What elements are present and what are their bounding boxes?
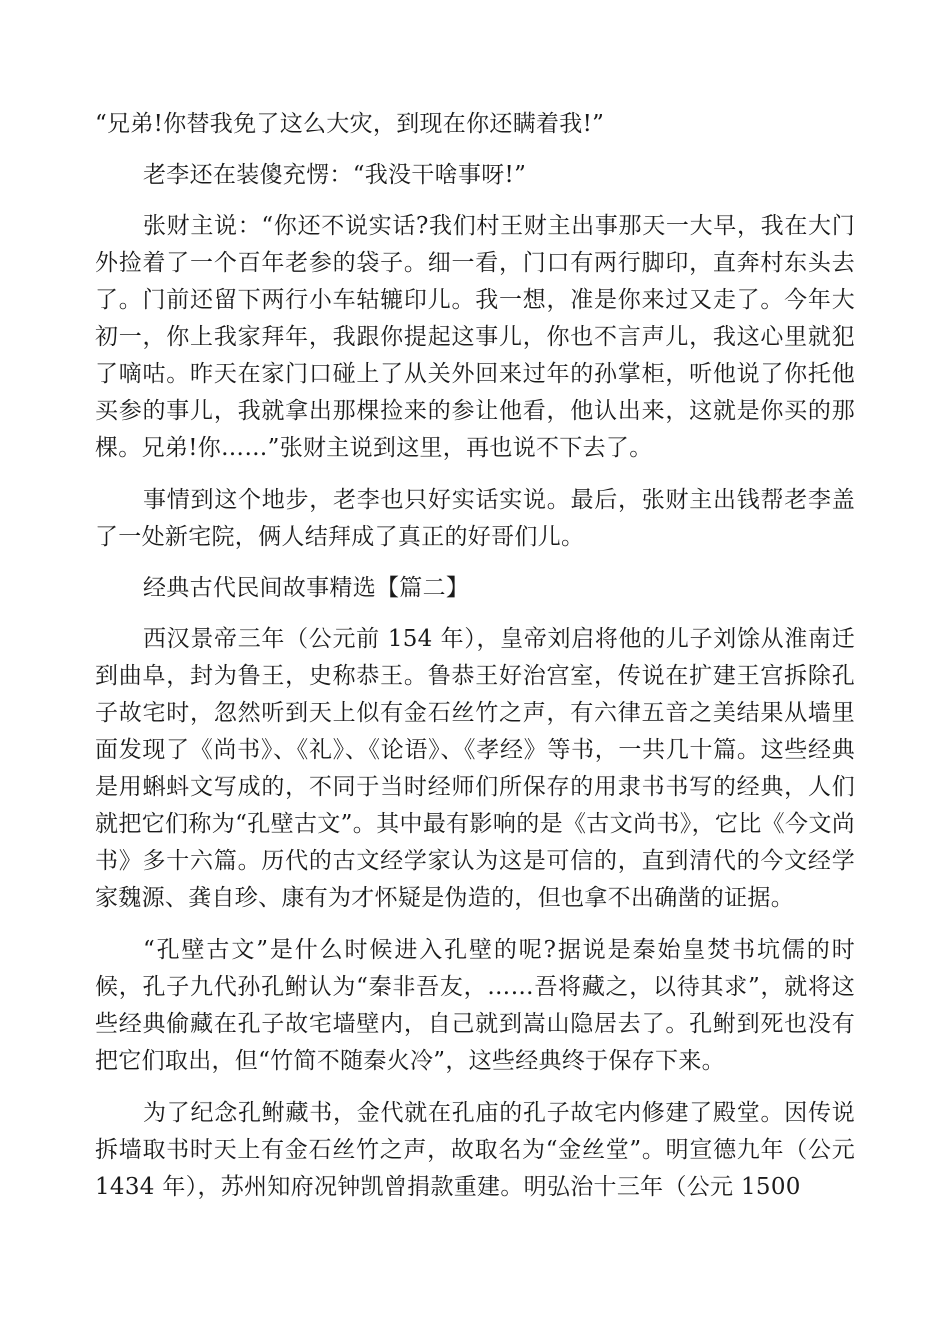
paragraph-ending: 事情到这个地步，老李也只好实话实说。最后，张财主出钱帮老李盖了一处新宅院，俩人结拜成了真正的好哥们儿。: [95, 487, 855, 550]
document-page: [95, 106, 855, 1206]
paragraph-western-han: 西汉景帝三年（公元前 154 年），皇帝刘启将他的儿子刘馀从淮南迁到曲阜，封为鲁王，史称恭王。鲁恭王好治宫室，传说在扩建王宫拆除孔子故宅时，忽然听到天上似有金石丝竹之声，有六律五音之美结果从墙里面发现了《尚书》、《礼》、《论语》、《孝经》等书，一共几十篇。这些经典是用蝌蚪文写成的，不同于当时经师们所保存的用隶书书写的经典，人们就把它们称为“孔壁古文”。其中最有影响的是《古文尚书》，它比《今文尚书》多十六篇。历代的古文经学家认为这是可信的，直到清代的今文经学家魏源、龚自珍、康有为才怀疑是伪造的，但也拿不出确凿的证据。: [95, 626, 855, 911]
paragraph-dialogue-1: “兄弟!你替我免了这么大灾，到现在你还瞒着我!”: [95, 111, 605, 137]
paragraph-kongbi-origin: “孔壁古文”是什么时候进入孔壁的呢?据说是秦始皇焚书坑儒的时候，孔子九代孙孔鲋认为“秦非吾友，……吾将藏之，以待其求”，就将这些经典偷藏在孔子故宅墙壁内，自己就到嵩山隐居去了。孔鲋到死也没有把它们取出，但“竹简不随秦火冷”，这些经典终于保存下来。: [95, 937, 855, 1074]
paragraph-jinsi-hall: 为了纪念孔鲋藏书，金代就在孔庙的孔子故宅内修建了殿堂。因传说拆墙取书时天上有金石丝竹之声，故取名为“金丝堂”。明宣德九年（公元 1434 年），苏州知府况钟凯曾捐款重建。明弘治十三年（公元 1500: [95, 1100, 855, 1200]
section-heading: 经典古代民间故事精选【篇二】: [143, 575, 470, 601]
paragraph-zhang-speech: 张财主说：“你还不说实话?我们村王财主出事那天一大早，我在大门外捡着了一个百年老参的袋子。细一看，门口有两行脚印，直奔村东头去了。门前还留下两行小车轱辘印儿。我一想，准是你来过又走了。今年大初一，你上我家拜年，我跟你提起这事儿，你也不言声儿，我这心里就犯了嘀咕。昨天在家门口碰上了从关外回来过年的孙掌柜，听他说了你托他买参的事儿，我就拿出那棵捡来的参让他看，他认出来，这就是你买的那棵。兄弟!你……”张财主说到这里，再也说不下去了。: [95, 213, 855, 461]
paragraph-dialogue-2: 老李还在装傻充愣：“我没干啥事呀!”: [143, 162, 527, 188]
